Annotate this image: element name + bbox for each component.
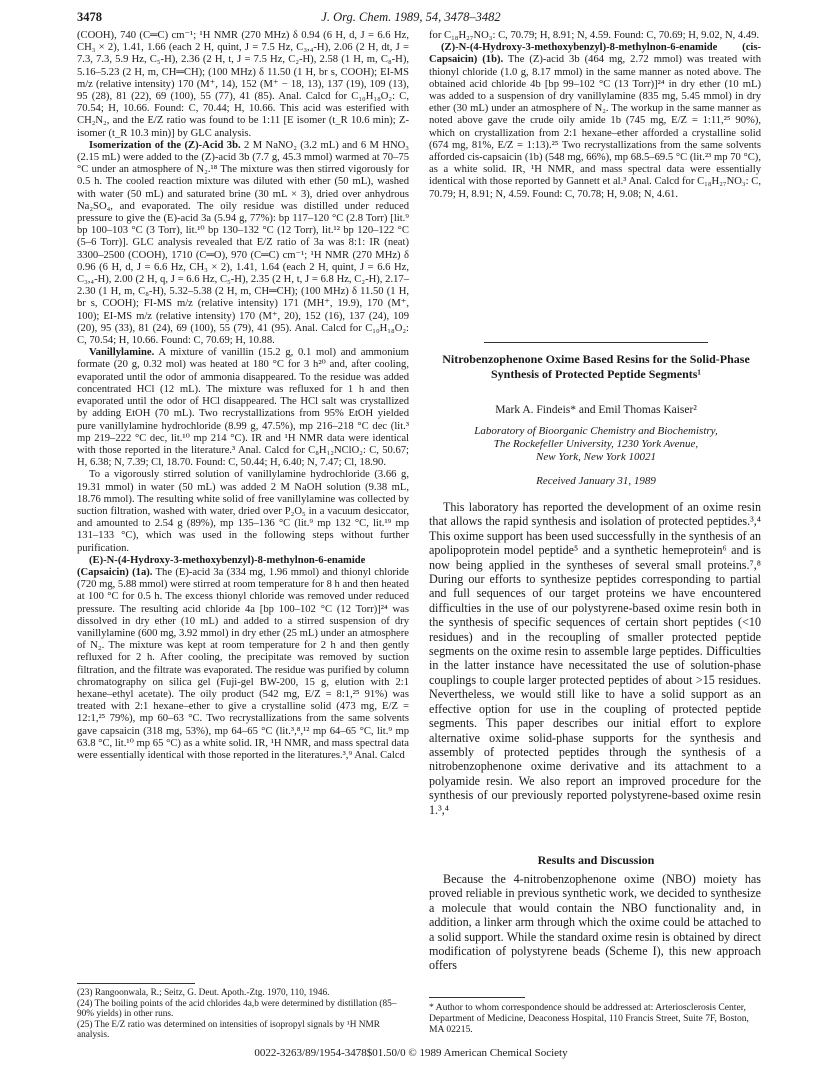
affiliation-line: New York, New York 10021 — [536, 451, 656, 463]
paragraph — [77, 555, 409, 762]
paragraph — [429, 42, 761, 201]
running-header — [77, 10, 745, 26]
footnote: (25) The E/Z ratio was determined on intensities of isopropyl signals by ¹H NMR analysis. — [77, 1019, 380, 1041]
paragraph-heading: (E)-N-(4-Hydroxy-3-methoxybenzyl)-8-methylnon-6-enamide (Capsaicin) (1a). — [77, 554, 366, 578]
paragraph-text: 2 M NaNO₂ (3.2 mL) and 6 M HNO₃ (2.15 mL) were added to the (Z)-acid 3b (7.7 g, 45.3 mmol) warmed at 70–75 °C under an atmosphere of N₂.¹⁸ The mixture was then stirred vigorously for 0.5 h. The cooled reaction mixture was diluted with ether (50 mL), washed with water (50 mL) and saturated brine (30 mL × 3), dried over anhydrous Na₂SO₄, and evaporated. The oily residue was distilled under reduced pressure to give the (E)-acid 3a (5.94 g, 77%): bp 117–120 °C (2.8 Torr) [lit.⁹ bp 100–103 °C (3 Torr), lit.¹⁰ bp 130–132 °C (12 Torr), lit.¹² bp 120–122 °C (5–6 Torr)]. GLC analysis revealed that E/Z ratio of 3a was 8:1: IR (neat) 3300–2500 (COOH), 1710 (C═O), 970 (C═C) cm⁻¹; ¹H NMR (270 MHz) δ 0.96 (6 H, d, J = 6.6 Hz, CH₃ × 2), 1.41, 1.64 (each 2 H, quint, J = 6.6 Hz, C₃,₄-H), 2.00 (2 H, q, J = 6.6 Hz, C₅-H), 2.35 (2 H, t, J = 6.8 Hz, C₂-H), 2.17–2.30 (1 H, m, C₈-H), 5.32–5.38 (2 H, m, CH═CH); (100 MHz) δ 11.50 (1 H, br s, COOH); FI-MS m/z (relative intensity) 171 (MH⁺, 19.9), 170 (M⁺, 100); EI-MS m/z (relative intensity) 170 (M⁺, 20), 152 (16), 137 (24), 109 (20), 95 (33), 81 (24), 69 (100), 55 (79), 41 (95). Anal. Calcd for C₁₀H₁₈O₂: C, 70.54; H, 10.66. Found: C, 70.69; H, 10.88. — [77, 139, 409, 347]
intro-paragraph — [429, 500, 761, 817]
paragraph-text: The (Z)-acid 3b (464 mg, 2.72 mmol) was treated with thionyl chloride (1.0 g, 8.17 mmol) in the same manner as noted above. The obtained acid chloride 4b [bp 99–102 °C (13 Torr)]²⁴ in dry ether (10 mL) was added to a suspension of dry vanillylamine (835 mg, 5.45 mmol) in dry ether (30 mL) under an atmosphere of N₂. The workup in the same manner as noted above gave the crude oily amide 1b (745 mg, E/Z = 1:11,²⁵ 90%), which on crystallization from 2:1 hexane–ether afforded a crystalline solid (674 mg, 81%, E/Z = 1:13).²⁵ Two recrystallizations from the same solvents afforded cis-capsaicin (1b) (548 mg, 66%), mp 68.5–69.5 °C (lit.²³ mp 70 °C), as a white solid. IR, ¹H NMR, and mass spectral data were essentially identical with those reported by Gannett et al.³ Anal. Calcd for C₁₈H₂₇NO₃: C, 70.79; H, 8.91; N, 4.59. Found: C, 70.78; H, 9.08; N, 4.61. — [429, 54, 761, 200]
paragraph — [77, 347, 409, 469]
affiliation-line: The Rockefeller University, 1230 York Avenue, — [493, 438, 699, 450]
results-paragraph — [429, 872, 761, 973]
paragraph-text: To a vigorously stirred solution of vanillylamine hydrochloride (3.66 g, 19.31 mmol) in water (50 mL) was added 2 M NaOH solution (9.38 mL, 18.76 mmol). The resulting white solid of free vanillylamine was collected by suction filtration, washed with water, dried over P₂O₅ in a vacuum desiccator, and amounted to 2.54 g (89%), mp 135–136 °C (lit.⁹ mp 132 °C, lit.¹⁹ mp 131–133 °C), which was used in the following steps without further purification. — [77, 469, 409, 554]
affiliation-line: Laboratory of Bioorganic Chemistry and Biochemistry, — [474, 425, 718, 437]
page-number: 3478 — [77, 10, 102, 24]
left-column — [77, 30, 409, 762]
paragraph-text: for C₁₈H₂₇NO₃: C, 70.79; H, 8.91; N, 4.59. Found: C, 70.69; H, 9.02, N, 4.49. — [429, 30, 760, 41]
article-title: Nitrobenzophenone Oxime Based Resins for the Solid-Phase Synthesis of Protected Peptide Segments¹ — [442, 352, 750, 381]
footnote: (23) Rangoonwala, R.; Seitz, G. Deut. Apoth.-Ztg. 1970, 110, 1946. — [77, 988, 330, 998]
paragraph-text: A mixture of vanillin (15.2 g, 0.1 mol) and ammonium formate (20 g, 0.32 mol) was heated at 180 °C for 3 h²⁰ and, after cooling, evaporated until the odor of ammonia disappeared. To the residue was added concentrated HCl (12 mL). The mixture was refluxed for 1 h and then evaporated until the odor of HCl disappeared. The HCl salt was crystallized by adding EtOH (70 mL). Two recrystallizations from 95% EtOH yielded pure vanillylamine hydrochloride (8.99 g, 47.5%), mp 216–218 °C dec (lit.³ mp 219–222 °C dec, lit.¹⁰ mp 214 °C). IR and ¹H NMR data were identical with those reported in the literature.³ Anal. Calcd for C₈H₁₂NClO₂: C, 50.67; H, 6.38; N, 7.39; Cl, 18.70. Found: C, 50.44; H, 6.40; N, 7.47; Cl, 18.90. — [77, 347, 409, 469]
article-affiliation — [431, 425, 761, 464]
footnote: (24) The boiling points of the acid chlorides 4a,b were determined by distillation (85–90% yields) in other runs. — [77, 998, 397, 1020]
journal-citation: J. Org. Chem. 1989, 54, 3478–3482 — [321, 10, 501, 24]
paragraph — [77, 30, 409, 140]
paragraph-heading: (Z)-N-(4-Hydroxy-3-methoxybenzyl)-8-methylnon-6-enamide (cis-Capsaicin) (1b). — [429, 42, 761, 66]
paragraph: This laboratory has reported the development of an oxime resin that allows the rapid synthesis and isolation of protected peptides.³,⁴ This oxime support has been used successfully in the synthesis of an apolipoprotein model peptide⁵ and a synthetic hemeprotein⁶ and is now being applied in the syntheses of several small proteins.⁷,⁸ During our efforts to synthesize peptides corresponding to partial and full sequences of our target proteins we have encountered difficulties in the use of our polystyrene-based oxime resin both in the synthesis of specific sequences of certain short peptides (<10 residues) and in the recoupling of smaller protected peptide segments on the oxime resin to assemble large peptides. Difficulties in the latter instance have necessitated the use of solution-phase couplings to couple larger protected peptides of about >15 residues. Nevertheless, we would still like to have a solid support as an effective option for use in the coupling of protected peptide segments. This paper describes our initial effort to explore alternative oxime solid-phase supports for the synthesis and assembly of protected peptides through the synthesis of a nitrobenzophenone oxime derivative and its attachment to a polyamide resin. We also report an improved procedure for the synthesis of our previously reported polystyrene-based oxime resin 1.³,⁴ — [429, 500, 761, 817]
paragraph — [77, 469, 409, 554]
received-date: Received January 31, 1989 — [536, 475, 656, 487]
footnote-rule — [429, 997, 525, 998]
footnote-rule — [77, 983, 195, 984]
section-heading: Results and Discussion — [537, 853, 655, 867]
paragraph-heading: Vanillylamine. — [89, 347, 155, 359]
paragraph-text: (COOH), 740 (C═C) cm⁻¹; ¹H NMR (270 MHz) δ 0.94 (6 H, d, J = 6.6 Hz, CH₃ × 2), 1.41, 1.66 (each 2 H, quint, J = 7.5 Hz, C₃,₄-H), 2.06 (2 H, dt, J = 7.3, 7.3, 5.9 Hz, C₅-H), 2.36 (2 H, t, J = 7.5 Hz, C₂-H), 2.58 (1 H, m, C₈-H), 5.16–5.23 (2 H, m, CH═CH); (100 MHz) δ 11.50 (1 H, br s, COOH); EI-MS m/z (relative intensity) 170 (M⁺, 14), 152 (M⁺ − 18, 13), 137 (19), 109 (13), 95 (28), 81 (22), 69 (100), 55 (77), 41 (85). Anal. Calcd for C₁₀H₁₈O₂: C, 70.54; H, 10.66. Found: C, 70.44; H, 10.66. This acid was esterified with CH₂N₂, and the E/Z ratio was found to be 1:11 [E isomer (t_R 10.6 min); Z-isomer (t_R 10.3 min)] by GLC analysis. — [77, 30, 409, 139]
copyright-footer: 0022-3263/89/1954-3478$01.50/0 © 1989 American Chemical Society — [254, 1047, 568, 1059]
paragraph: Because the 4-nitrobenzophenone oxime (NBO) moiety has proved reliable in previous synthetic work, we decided to synthesize a molecule that would contain the NBO functionality and, in addition, a linker arm through which the oxime could be attached to a solid support. While the standard oxime resin is obtained by direct modification of polystyrene beads (Scheme I), this new approach offers — [429, 872, 761, 973]
article-authors: Mark A. Findeis* and Emil Thomas Kaiser² — [495, 404, 697, 416]
correspondence-footnote: * Author to whom correspondence should be addressed at: Arteriosclerosis Center, Department of Medicine, Deaconess Hospital, 110 Francis Street, Suite 7F, Boston, MA 02215. — [429, 1002, 749, 1035]
paragraph — [429, 30, 761, 42]
section-divider — [484, 342, 708, 343]
paragraph-heading: Isomerization of the (Z)-Acid 3b. — [89, 139, 241, 151]
footnotes-left — [77, 988, 409, 1041]
right-column-top — [429, 30, 761, 201]
paragraph — [77, 140, 409, 347]
paragraph-text: The (E)-acid 3a (334 mg, 1.96 mmol) and thionyl chloride (720 mg, 5.88 mmol) were stirred at room temperature for 8 h and then heated at 100 °C for 0.5 h. The excess thionyl chloride was removed under reduced pressure. The resulting acid chloride 4a [bp 100–102 °C (12 Torr)]²⁴ was dissolved in dry ether (10 mL) and added to a stirred suspension of dry vanillylamine (600 mg, 3.92 mmol) in dry ether (25 mL) under an atmosphere of N₂. The mixture was kept at room temperature for 2 h and then gently refluxed for 2 h. After cooling, the precipitate was removed by suction filtration, and the filtrate was evaporated. The residue was purified by column chromatography on silica gel (Fuji-gel BW-200, 15 g, elution with 2:1 hexane–ethyl acetate). The oily product (542 mg, E/Z = 8:1,²⁵ 91%) was treated with 2:1 hexane–ether to give a crystalline solid (473 mg, E/Z = 12:1,²⁵ 79%), mp 60–63 °C. Two recrystallizations from the same solvents gave capsaicin (318 mg, 53%), mp 64–65 °C (lit.³,⁸,¹² mp 64–65 °C, lit.⁹ mp 63.8 °C, lit.¹⁰ mp 65 °C) as a white solid. IR, ¹H NMR, and mass spectral data were essentially identical with those reported in the literatures.³,⁹ Anal. Calcd — [77, 566, 410, 761]
